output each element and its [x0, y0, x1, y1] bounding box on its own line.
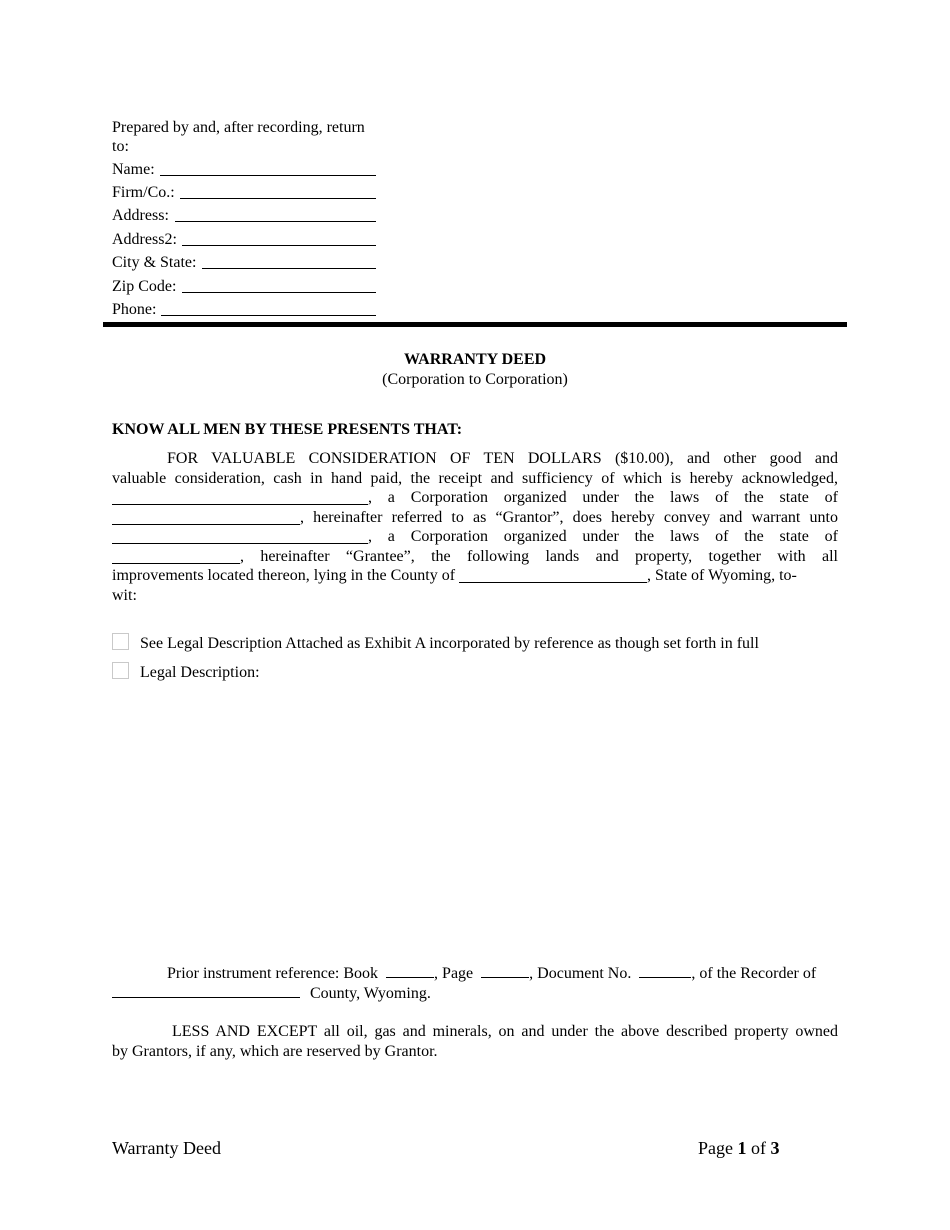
zip-label: Zip Code:: [112, 278, 177, 295]
legal-description-label: Legal Description:: [140, 664, 260, 681]
footer-page-current: 1: [737, 1138, 747, 1158]
body-line-7-text-b: , State of Wyoming, to-: [647, 567, 797, 584]
address2-label: Address2:: [112, 231, 177, 248]
name-line: [112, 160, 376, 180]
body-line-4: [112, 508, 838, 528]
body-line-3-text: , a Corporation organized under the laws of the state of: [368, 489, 838, 506]
footer-page-number: [698, 1137, 780, 1159]
city-state-label: City & State:: [112, 254, 197, 271]
return-intro-line2: to:: [112, 138, 129, 155]
recorder-county-blank[interactable]: [112, 983, 300, 998]
city-state-blank[interactable]: [202, 254, 376, 269]
address-line: [112, 206, 376, 226]
body-line-1: FOR VALUABLE CONSIDERATION OF TEN DOLLARS ($10.00), and other good and: [167, 450, 838, 467]
deed-title: WARRANTY DEED: [403, 351, 547, 368]
grantee-name-blank[interactable]: [112, 529, 368, 544]
name-blank[interactable]: [160, 161, 376, 176]
firm-label: Firm/Co.:: [112, 184, 175, 201]
footer-title: Warranty Deed: [112, 1138, 221, 1158]
grantee-state-blank[interactable]: [112, 549, 240, 564]
prior-recorder-text: , of the Recorder of: [691, 965, 817, 982]
prior-document-text: , Document No.: [529, 965, 632, 982]
footer-page-total: 3: [770, 1138, 780, 1158]
document-no-blank[interactable]: [639, 963, 691, 978]
body-line-6: [112, 547, 838, 567]
body-line-4-text: , hereinafter referred to as “Grantor”, does hereby convey and warrant unto: [300, 509, 838, 526]
firm-line: [112, 183, 376, 203]
prior-book-text: Prior instrument reference: Book: [167, 965, 379, 982]
city-state-line: [112, 253, 376, 273]
return-intro-line1: Prepared by and, after recording, return: [112, 119, 365, 136]
body-line-3: [112, 488, 838, 508]
address2-blank[interactable]: [182, 231, 376, 246]
phone-label: Phone:: [112, 301, 157, 318]
grantor-state-blank[interactable]: [112, 510, 300, 525]
address2-line: [112, 230, 376, 250]
prior-instrument-line-1: [167, 963, 816, 984]
zip-blank[interactable]: [182, 278, 376, 293]
body-line-7-text-a: improvements located thereon, lying in the County of: [112, 567, 456, 584]
county-blank[interactable]: [459, 568, 647, 583]
book-blank[interactable]: [386, 963, 434, 978]
footer-page-word: Page: [698, 1138, 733, 1158]
address-label: Address:: [112, 207, 169, 224]
know-all-heading: KNOW ALL MEN BY THESE PRESENTS THAT:: [112, 421, 463, 438]
phone-line: [112, 300, 376, 320]
prior-instrument-line-2: [112, 983, 431, 1004]
name-label: Name:: [112, 161, 155, 178]
header-divider: [103, 322, 847, 327]
body-line-7: [112, 566, 838, 586]
body-line-8: wit:: [112, 587, 137, 604]
less-except-line-1: LESS AND EXCEPT all oil, gas and minerals, on and under the above described property owned: [172, 1023, 838, 1040]
less-except-line-2: by Grantors, if any, which are reserved by Grantor.: [112, 1043, 438, 1060]
deed-subtitle: (Corporation to Corporation): [382, 371, 568, 388]
body-line-6-text: , hereinafter “Grantee”, the following lands and property, together with all: [240, 548, 838, 565]
grantor-name-blank[interactable]: [112, 490, 368, 505]
address-blank[interactable]: [175, 207, 376, 222]
prior-county-text: County, Wyoming.: [310, 985, 431, 1002]
legal-description-checkbox[interactable]: [112, 662, 129, 679]
body-line-2: valuable consideration, cash in hand paid, the receipt and sufficiency of which is hereby acknowledged,: [112, 470, 838, 487]
exhibit-a-checkbox[interactable]: [112, 633, 129, 650]
exhibit-a-label: See Legal Description Attached as Exhibit A incorporated by reference as though set forth in full: [140, 635, 759, 652]
zip-line: [112, 277, 376, 297]
phone-blank[interactable]: [161, 301, 376, 316]
page-blank[interactable]: [481, 963, 529, 978]
body-line-5-text: , a Corporation organized under the laws of the state of: [368, 528, 838, 545]
firm-blank[interactable]: [180, 184, 376, 199]
footer-of-word: of: [751, 1138, 766, 1158]
prior-page-text: , Page: [434, 965, 474, 982]
body-line-5: [112, 527, 838, 547]
